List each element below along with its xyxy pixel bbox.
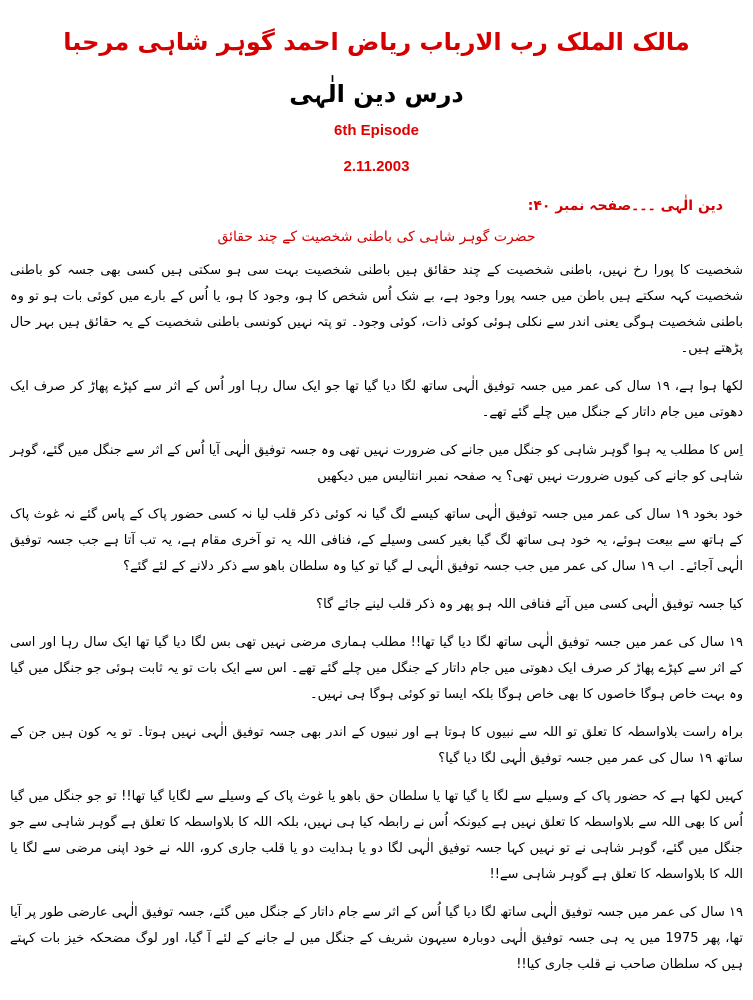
lesson-subtitle: درس دین الٰہی xyxy=(289,80,464,108)
paragraph: شخصیت کا پورا رخ نہیں، باطنی شخصیت کے چند حقائق ہیں باطنی شخصیت بہت سی ہو سکتی ہیں کسی بھی جسہ کو باطنی شخصیت کہہ سکتے ہیں باطن میں جسہ پورا وجود ہے، بے شک اُس شخص کا ہو، وجود کا ہو، یا اُس کے بارے میں کوئی بات ہو تو وہ باطنی شخصیت ہوگی یعنی اندر سے نکلی ہوئی کوئی ذات، کوئی وجود۔ تو پتہ نہیں کونسی باطنی شخصیت کے یہ حقائق ہیں بہر حال پڑھتے ہیں۔ xyxy=(10,263,743,356)
episode-label: 6th Episode xyxy=(333,122,419,139)
paragraph: کہیں لکھا ہے کہ حضور پاک کے وسیلے سے لگا یا گیا تھا یا سلطان حق باھو یا غوث پاک کے وسیلے سے لگایا گیا تھا!! تو جو جنگل میں گیا اُس کا بھی اللہ سے بلاواسطہ کا تعلق نہیں ہے کیونکہ اُس نے رابطہ کیا ہی نہیں، بلکہ اللہ کا بلاواسطہ کا تعلق ہے گوہر شاہی سے جو جنگل میں گئے، گوہر شاہی نے تو نہیں کہا جسہ توفیق الٰہی لگا دو یا ہدایت دو یا قلب جاری کرو، اللہ نے خود اپنی مرضی سے لگا یا اللہ کا بلاواسطہ کا تعلق ہے گوہر شاہی سے!! xyxy=(10,789,743,882)
lesson-date: 2.11.2003 xyxy=(343,158,410,175)
paragraph: براہ راست بلاواسطہ کا تعلق تو اللہ سے نبیوں کا ہوتا ہے اور نبیوں کے اندر بھی جسہ توفیق الٰہی نہیں ہوتا۔ تو یہ کون ہیں جن کے ساتھ ۱۹ سال کی عمر میں جسہ توفیق الٰہی لگا دیا گیا؟ xyxy=(10,725,743,766)
body-text xyxy=(10,258,743,990)
paragraph: خود بخود ۱۹ سال کی عمر میں جسہ توفیق الٰہی ساتھ کیسے لگ گیا نہ کوئی ذکر قلب لیا نہ کسی حضور پاک کے پاس گئے نہ غوث پاک کے ہاتھ سے بیعت ہوئے، یہ خود ہی ساتھ لگ گیا بغیر کسی وسیلے کے، فنافی اللہ یہ تو آخری مقام ہے، یہ تب آتا ہے جب جسہ توفیق الٰہی آجائے۔ اب ۱۹ سال کی عمر میں جب جسہ توفیق الٰہی لے گیا تو کیا وہ سلطان باھو سے ذکر دلانے کے لئے گئے؟ xyxy=(10,507,743,574)
section-heading: حضرت گوہر شاہی کی باطنی شخصیت کے چند حقائق xyxy=(217,229,536,245)
paragraph: لکھا ہوا ہے، ۱۹ سال کی عمر میں جسہ توفیق الٰہی ساتھ لگا دیا گیا تھا جو ایک سال رہا اور اُس کے اثر سے کپڑے پھاڑ کر صرف ایک دھوتی میں جام داتار کے جنگل میں چلے گئے تھے۔ xyxy=(10,379,743,420)
paragraph: ۱۹ سال کی عمر میں جسہ توفیق الٰہی ساتھ لگا دیا گیا تھا!! مطلب ہماری مرضی نہیں تھی بس لگا دیا گیا تھا ایک سال رہا اور اسی کے اثر سے کپڑے پھاڑ کر صرف ایک دھوتی میں جام داتار کے جنگل میں چلے گئے تھے۔ اس سے ایک بات تو یہ ثابت ہوئی جو جنگل میں گیا وہ بہت خاص ہوگا خاصوں کا بھی خاص ہوگا بلکہ ایسا تو کوئی ہوگا ہی نہیں۔ xyxy=(10,635,743,702)
paragraph: اِس کا مطلب یہ ہوا گوہر شاہی کو جنگل میں جانے کی ضرورت نہیں تھی وہ جسہ توفیق الٰہی آیا اُس کے اثر سے جنگل میں گئے، گوہر شاہی کو جانے کی کیوں ضرورت نہیں تھی؟ یہ صفحہ نمبر انتالیس میں دیکھیں xyxy=(10,443,743,484)
paragraph: ۱۹ سال کی عمر میں جسہ توفیق الٰہی ساتھ لگا دیا گیا اُس کے اثر سے جام داتار کے جنگل میں گئے، جسہ توفیق الٰہی عارضی طور پر آیا تھا، پھر 1975 میں یہ ہی جسہ توفیق الٰہی دوبارہ سیہون شریف کے جنگل میں لے جانے کے لئے آ گیا، اور لوگ مضحکہ خیز بات کہتے ہیں کہ سلطان صاحب نے قلب جاری کیا!! xyxy=(10,905,743,972)
page-title: مالک الملک رب الارباب ریاض احمد گوہر شاہی مرحبا xyxy=(63,28,690,56)
paragraph: کیا جسہ توفیق الٰہی کسی میں آئے فنافی اللہ ہو پھر وہ ذکر قلب لینے جائے گا؟ xyxy=(316,597,743,612)
page-reference: دین الٰہی ۔۔۔صفحہ نمبر ۴۰: xyxy=(527,198,723,214)
